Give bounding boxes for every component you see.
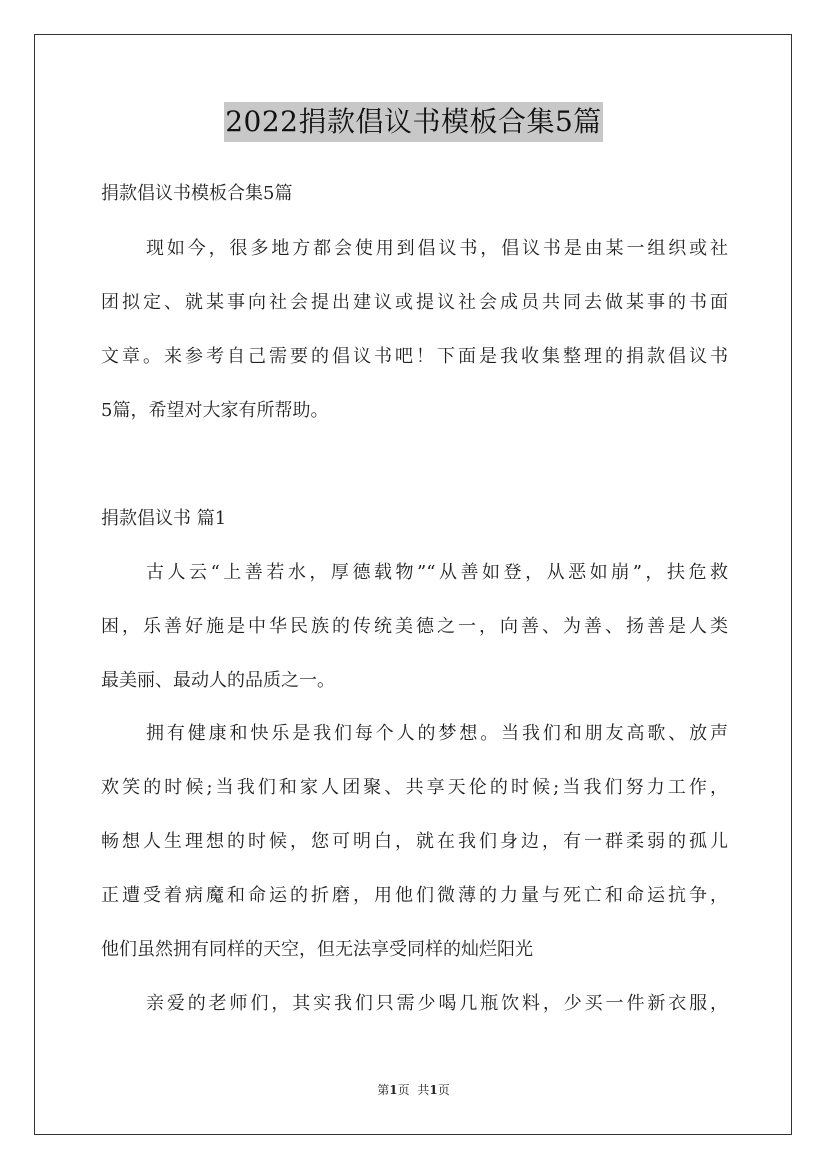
para2-line-2: 欢笑的时候;当我们和家人团聚、共享天伦的时候;当我们努力工作， xyxy=(101,777,728,798)
section-heading: 捐款倡议书 篇1 xyxy=(101,508,227,529)
total-prefix: 共 xyxy=(417,1083,430,1097)
para2-line-4: 正遭受着病魔和命运的折磨，用他们微薄的力量与死亡和命运抗争， xyxy=(101,885,728,906)
intro-line-1: 现如今，很多地方都会使用到倡议书，倡议书是由某一组织或社 xyxy=(146,238,728,259)
document-subtitle: 捐款倡议书模板合集5篇 xyxy=(101,183,293,204)
para3-line-1: 亲爱的老师们，其实我们只需少喝几瓶饮料，少买一件新衣服， xyxy=(146,993,728,1014)
para2-line-3: 畅想人生理想的时候，您可明白，就在我们身边，有一群柔弱的孤儿 xyxy=(101,831,728,852)
intro-line-3: 文章。来参考自己需要的倡议书吧！下面是我收集整理的捐款倡议书 xyxy=(101,346,728,367)
para2-line-1: 拥有健康和快乐是我们每个人的梦想。当我们和朋友高歌、放声 xyxy=(146,723,728,744)
document-title: 2022捐款倡议书模板合集5篇 xyxy=(224,102,603,142)
para1-line-3: 最美丽、最动人的品质之一。 xyxy=(101,670,335,691)
intro-line-4: 5篇，希望对大家有所帮助。 xyxy=(101,400,329,421)
page-suffix: 页 xyxy=(397,1083,410,1097)
para2-line-5: 他们虽然拥有同样的天空，但无法享受同样的灿烂阳光 xyxy=(101,939,533,960)
intro-line-2: 团拟定、就某事向社会提出建议或提议社会成员共同去做某事的书面 xyxy=(101,292,728,313)
title-container xyxy=(0,102,827,142)
total-pages: 1 xyxy=(429,1083,438,1097)
para1-line-2: 困，乐善好施是中华民族的传统美德之一，向善、为善、扬善是人类 xyxy=(101,616,728,637)
page-footer xyxy=(0,1082,827,1098)
para1-line-1: 古人云“上善若水，厚德载物”“从善如登，从恶如崩”，扶危救 xyxy=(146,562,728,583)
page-number: 1 xyxy=(389,1083,398,1097)
total-suffix: 页 xyxy=(437,1083,450,1097)
page-prefix: 第 xyxy=(377,1083,390,1097)
